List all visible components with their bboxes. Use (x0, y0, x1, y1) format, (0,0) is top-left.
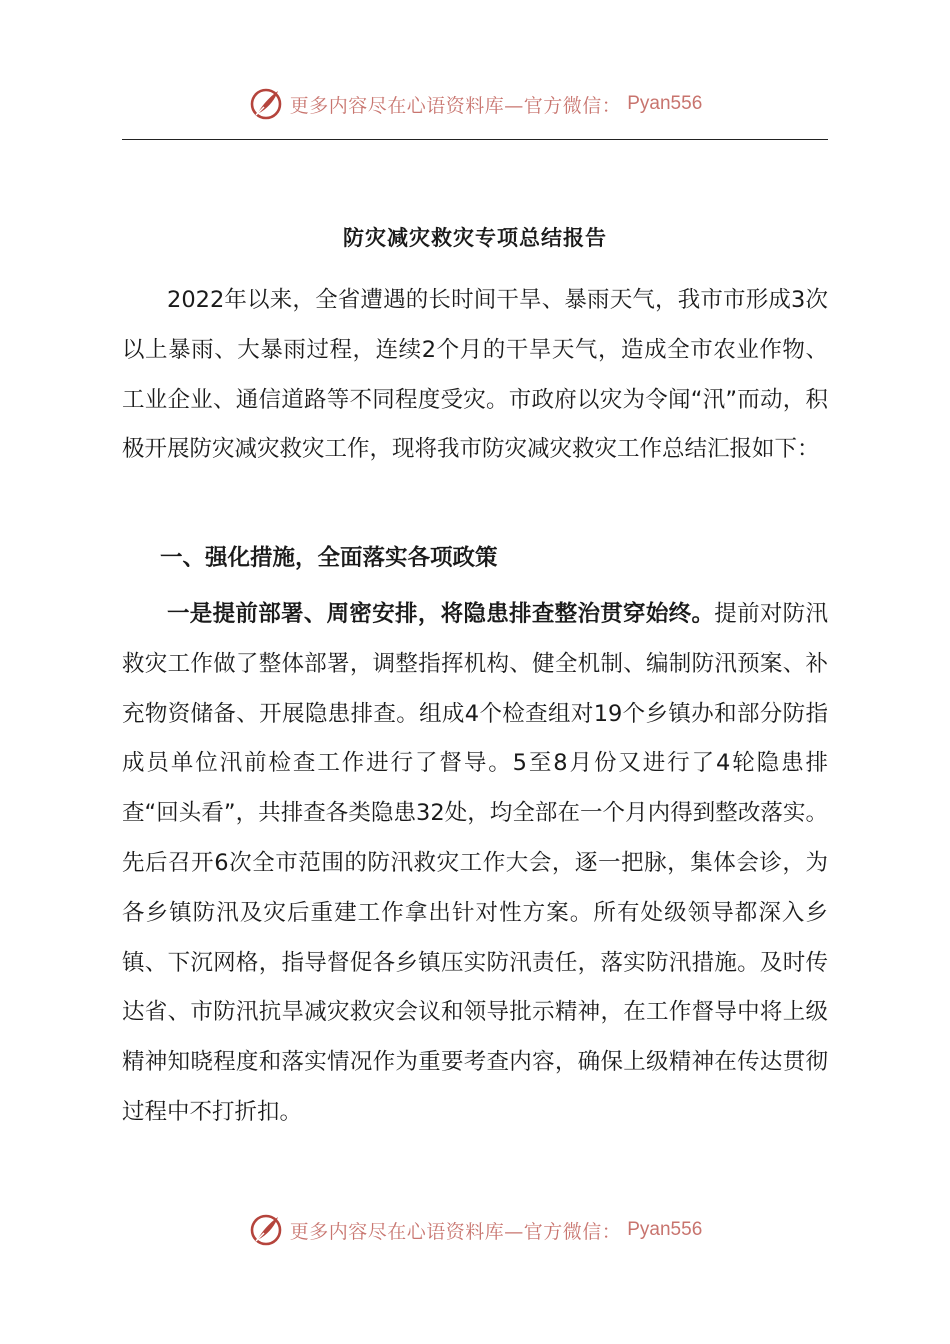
footer-watermark (122, 1208, 828, 1252)
header-divider (122, 139, 828, 140)
paragraph-lead: 一是提前部署、周密安排，将隐患排查整治贯穿始终。 (167, 601, 715, 627)
header-watermark (122, 82, 828, 126)
footer-watermark-id: Pyan556 (627, 1219, 703, 1240)
feather-pen-icon (248, 1212, 284, 1248)
paragraph-body: 提前对防汛救灾工作做了整体部署，调整指挥机构、健全机制、编制防汛预案、补充物资储备、开展隐患排查。组成4个检查组对19个乡镇办和部分防指成员单位汛前检查工作进行了督导。5至8月份又进行了4轮隐患排查“回头看”，共排查各类隐患32处，均全部在一个月内得到整改落实。先后召开6次全市范围的防汛救灾工作大会，逐一把脉，集体会诊，为各乡镇防汛及灾后重建工作拿出针对性方案。所有处级领导都深入乡镇、下沉网格，指导督促各乡镇压实防汛责任，落实防汛措施。及时传达省、市防汛抗旱减灾救灾会议和领导批示精神，在工作督导中将上级精神知晓程度和落实情况作为重要考查内容，确保上级精神在传达贯彻过程中不打折扣。 (122, 601, 828, 1125)
header-banner (248, 86, 703, 122)
document-title: 防灾减灾救灾专项总结报告 (343, 226, 607, 250)
body-paragraph (122, 590, 828, 1138)
footer-watermark-text: 更多内容尽在心语资料库—官方微信： (289, 1220, 622, 1243)
intro-paragraph: 2022年以来，全省遭遇的长时间干旱、暴雨天气，我市市形成3次以上暴雨、大暴雨过程，连续2个月的干旱天气，造成全市农业作物、工业企业、通信道路等不同程度受灾。市政府以灾为令闻“汛”而动，积极开展防灾减灾救灾工作，现将我市防灾减灾救灾工作总结汇报如下： (122, 287, 828, 463)
section-heading: 一、强化措施，全面落实各项政策 (160, 545, 498, 571)
footer-banner (248, 1212, 703, 1248)
header-watermark-text: 更多内容尽在心语资料库—官方微信： (289, 94, 622, 117)
feather-pen-icon (248, 86, 284, 122)
header-watermark-id: Pyan556 (627, 93, 703, 114)
